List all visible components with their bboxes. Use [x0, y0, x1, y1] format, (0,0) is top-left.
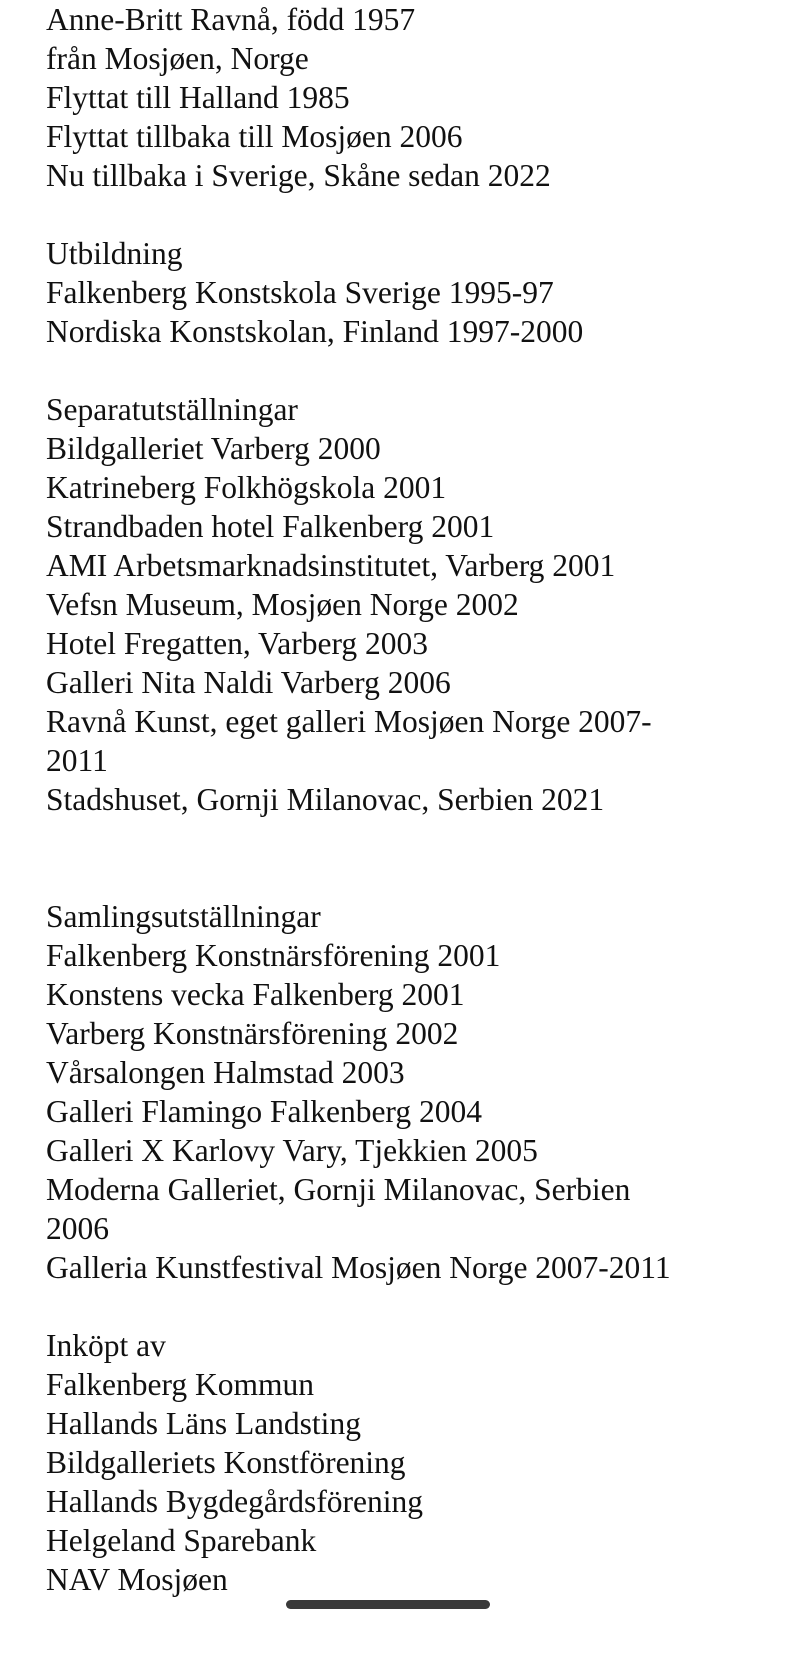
bio-line: från Mosjøen, Norge	[46, 41, 309, 76]
purchaser-item: Bildgalleriets Konstförening	[46, 1445, 406, 1480]
solo-exhibition-item: Hotel Fregatten, Varberg 2003	[46, 626, 428, 661]
education-heading: Utbildning	[46, 236, 183, 271]
group-exhibition-item: Moderna Galleriet, Gornji Milanovac, Serbien 2006	[46, 1172, 631, 1246]
group-exhibitions-heading: Samlingsutställningar	[46, 899, 321, 934]
group-exhibition-item: Konstens vecka Falkenberg 2001	[46, 977, 465, 1012]
education-item: Nordiska Konstskolan, Finland 1997-2000	[46, 314, 584, 349]
group-exhibition-item: Falkenberg Konstnärsförening 2001	[46, 938, 501, 973]
solo-exhibition-item: AMI Arbetsmarknadsinstitutet, Varberg 2001	[46, 548, 616, 583]
bio-section	[46, 0, 766, 195]
solo-exhibition-item: Strandbaden hotel Falkenberg 2001	[46, 509, 495, 544]
home-indicator-bar[interactable]	[286, 1600, 490, 1609]
purchaser-item: NAV Mosjøen	[46, 1562, 228, 1597]
solo-exhibition-item: Bildgalleriet Varberg 2000	[46, 431, 381, 466]
group-exhibition-item: Varberg Konstnärsförening 2002	[46, 1016, 459, 1051]
education-section	[46, 234, 766, 351]
solo-exhibitions-heading: Separatutställningar	[46, 392, 298, 427]
group-exhibitions-section	[46, 897, 766, 1287]
bio-line: Nu tillbaka i Sverige, Skåne sedan 2022	[46, 158, 551, 193]
purchased-by-heading: Inköpt av	[46, 1328, 166, 1363]
solo-exhibition-item: Stadshuset, Gornji Milanovac, Serbien 2021	[46, 782, 605, 817]
education-item: Falkenberg Konstskola Sverige 1995-97	[46, 275, 554, 310]
solo-exhibition-item: Vefsn Museum, Mosjøen Norge 2002	[46, 587, 519, 622]
solo-exhibition-item: Katrineberg Folkhögskola 2001	[46, 470, 447, 505]
bio-line: Flyttat tillbaka till Mosjøen 2006	[46, 119, 463, 154]
document-body	[46, 0, 766, 1599]
group-exhibition-item: Galleri X Karlovy Vary, Tjekkien 2005	[46, 1133, 538, 1168]
purchaser-item: Falkenberg Kommun	[46, 1367, 315, 1402]
purchased-by-section	[46, 1326, 766, 1599]
group-exhibition-item: Galleria Kunstfestival Mosjøen Norge 2007-2011	[46, 1250, 671, 1285]
solo-exhibition-item: Galleri Nita Naldi Varberg 2006	[46, 665, 451, 700]
purchaser-item: Hallands Läns Landsting	[46, 1406, 361, 1441]
bio-line: Flyttat till Halland 1985	[46, 80, 350, 115]
bio-line: Anne-Britt Ravnå, född 1957	[46, 2, 416, 37]
purchaser-item: Helgeland Sparebank	[46, 1523, 317, 1558]
group-exhibition-item: Galleri Flamingo Falkenberg 2004	[46, 1094, 482, 1129]
solo-exhibitions-section	[46, 390, 766, 819]
group-exhibition-item: Vårsalongen Halmstad 2003	[46, 1055, 405, 1090]
solo-exhibition-item: Ravnå Kunst, eget galleri Mosjøen Norge 2007-2011	[46, 704, 652, 778]
purchaser-item: Hallands Bygdegårdsförening	[46, 1484, 424, 1519]
